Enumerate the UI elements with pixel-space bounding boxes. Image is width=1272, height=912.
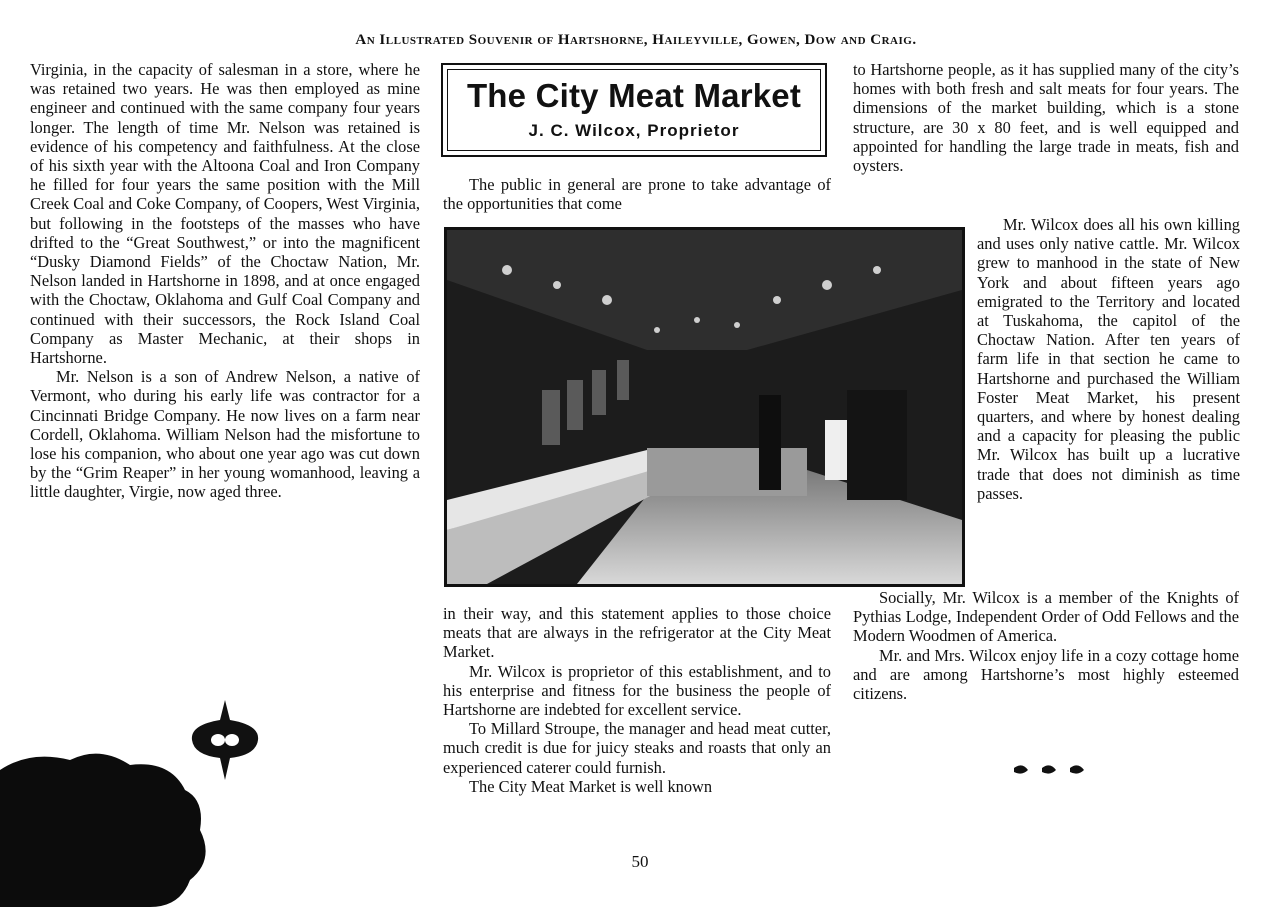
- scan-blot-mark: [0, 740, 215, 912]
- end-ornament-icon: [1012, 760, 1092, 785]
- social-paragraph: Socially, Mr. Wilcox is a member of the Knights of Pythias Lodge, Independent Order of Odd Fellows and the Modern Woodmen of America.: [853, 588, 1239, 646]
- right-column-top: [853, 60, 1239, 175]
- article-title: The City Meat Market: [466, 77, 802, 114]
- article-subtitle: J. C. Wilcox, Proprietor: [528, 121, 740, 140]
- page-number: 50: [631, 852, 649, 871]
- center-column-continued: [443, 604, 831, 796]
- article-intro: [443, 175, 831, 213]
- right-column-bottom: [853, 588, 1239, 703]
- running-header: An Illustrated Souvenir of Hartshorne, Haileyville, Gowen, Dow and Craig.: [355, 32, 917, 48]
- nelson-family-paragraph: Mr. Nelson is a son of Andrew Nelson, a native of Vermont, who during his early life was contractor for a Cincinnati Bridge Company. He now lives on a farm near Cordell, Oklahoma. William Nelson had the misfortune to lose his companion, who about one year ago was cut down by the “Grim Reaper” in her young womanhood, leaving a little daughter, Virgie, now aged three.: [30, 367, 420, 502]
- photo-illustration: [447, 230, 962, 584]
- proprietor-paragraph: Mr. Wilcox is proprietor of this establishment, and to his enterprise and fitness for the business the people of Hartshorne are indebted for excellent service.: [443, 661, 831, 720]
- intro-paragraph: The public in general are prone to take advantage of the opportunities that come: [443, 175, 831, 214]
- article-title-box: [441, 63, 827, 157]
- building-paragraph: to Hartshorne people, as it has supplied many of the city’s homes with both fresh and salt meats for four years. The dimensions of the market building, which is a stone structure, are 30 x 80 feet, and is well equipped and appointed for handling the large trade in meats, fish and oysters.: [853, 60, 1239, 176]
- left-column: [30, 60, 420, 502]
- nelson-biography-paragraph: Virginia, in the capacity of salesman in a store, where he was retained two years. He was then employed as mine engineer and continued with the same company four years longer. The length of time Mr. Nelson was retained is evidence of his competency and faithfulness. At the close of his sixth year with the Altoona Coal and Iron Company he filled for four years the same position with the Mill Creek Coal and Coke Company, of Coopers, West Virginia, but following in the footsteps of the masses who have drifted to the “Great Southwest,” or into the magnificent “Dusky Diamond Fields” of the Choctaw Nation, Mr. Nelson landed in Hartshorne in 1898, and at once engaged with the Choctaw, Oklahoma and Gulf Coal Company and continued with their successors, the Rock Island Coal Company as Master Mechanic, at their shops in Hartshorne.: [30, 60, 420, 368]
- meat-market-interior-photo: [444, 227, 965, 587]
- home-paragraph: Mr. and Mrs. Wilcox enjoy life in a cozy cottage home and are among Hartshorne’s most highly esteemed citizens.: [853, 645, 1239, 704]
- well-known-paragraph: The City Meat Market is well known: [469, 776, 713, 796]
- manager-paragraph: To Millard Stroupe, the manager and head meat cutter, much credit is due for juicy steaks and roasts that only an experienced caterer could furnish.: [443, 719, 831, 777]
- right-column-wrapped: [977, 215, 1240, 503]
- refrigerator-paragraph: in their way, and this statement applies to those choice meats that are always in the refrigerator at the City Meat Market.: [443, 604, 831, 662]
- wilcox-history-paragraph: Mr. Wilcox does all his own killing and uses only native cattle. Mr. Wilcox grew to manhood in the state of New York and about fifteen years ago emigrated to the Territory and located at Tuskahoma, the capitol of the Choctaw Nation. After ten years of farm life in that section he came to Hartshorne and purchased the William Foster Meat Market, his present quarters, and where by honest dealing and a capacity for pleasing the public Mr. Wilcox has built up a lucrative trade that does not diminish as time passes.: [977, 215, 1240, 503]
